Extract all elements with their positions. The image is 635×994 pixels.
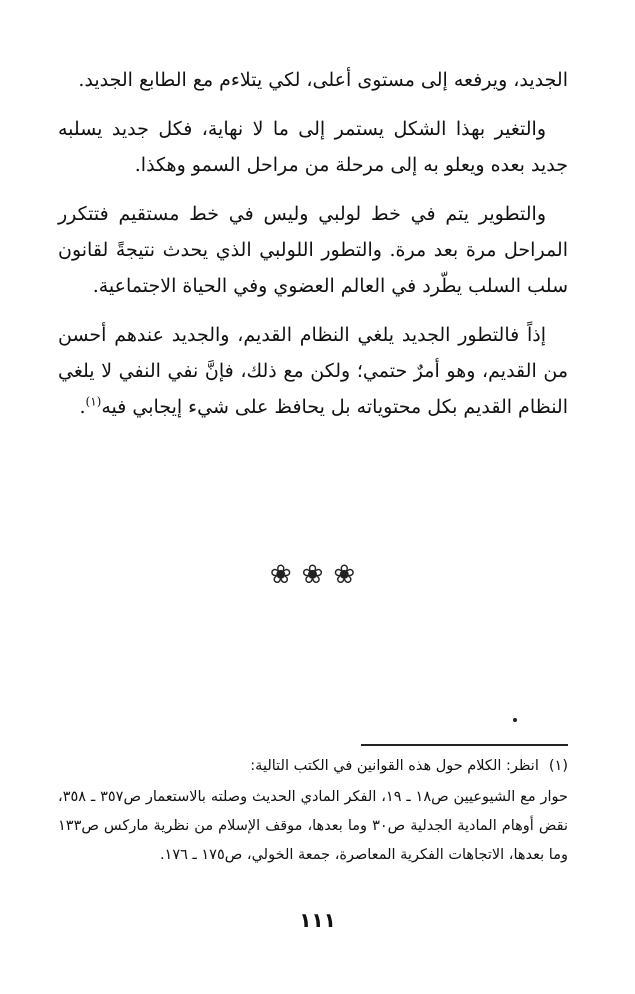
paragraph-4-text: إذاً فالتطور الجديد يلغي النظام القديم، والجديد عندهم أحسن من القديم، وهو أمرٌ حتمي؛ ولكن مع ذلك، فإنَّ نفي النفي لا يلغي النظام القديم بكل محتوياته بل يحافظ على شيء إيجابي فيه [58, 324, 568, 418]
paragraph-4-end: . [79, 396, 86, 418]
paragraph-3: والتطوير يتم في خط لولبي وليس في خط مستقيم فتتكرر المراحل مرة بعد مرة. والتطور اللولبي الذي يحدث نتيجةً لقانون سلب السلب يطّرد في العالم العضوي وفي الحياة الاجتماعية. [58, 203, 568, 297]
footnote-heading: انظر: الكلام حول هذه القوانين في الكتب التالية: [250, 758, 539, 774]
footnote-number: (١) [548, 758, 568, 774]
section-divider-ornament: ❀❀❀ [269, 560, 366, 590]
page-number: ١١١ [299, 908, 336, 932]
paragraph-4 [58, 317, 568, 425]
paragraph-2: والتغير بهذا الشكل يستمر إلى ما لا نهاية، فكل جديد يسلبه جديد بعده ويعلو به إلى مرحلة من مراحل السمو وهكذا. [58, 118, 568, 176]
footnote-separator-line [361, 744, 568, 746]
paragraph-1: الجديد، ويرفعه إلى مستوى أعلى، لكي يتلاءم مع الطابع الجديد. [78, 69, 568, 91]
main-text [58, 62, 568, 438]
stray-dot [513, 718, 517, 722]
footnote-reference[interactable]: (١) [85, 394, 102, 409]
footnote [58, 752, 568, 870]
footnote-heading-line [58, 752, 568, 781]
footnote-body: حوار مع الشيوعيين ص١٨ ـ ١٩، الفكر المادي الحديث وصلته بالاستعمار ص٣٥٧ ـ ٣٥٨، نقض أوهام المادية الجدلية ص٣٠ وما بعدها، موقف الإسلام من نظرية ماركس ص١٣٣ وما بعدها، الاتجاهات الفكرية المعاصرة، جمعة الخولي، ص١٧٥ ـ ١٧٦. [58, 789, 569, 863]
